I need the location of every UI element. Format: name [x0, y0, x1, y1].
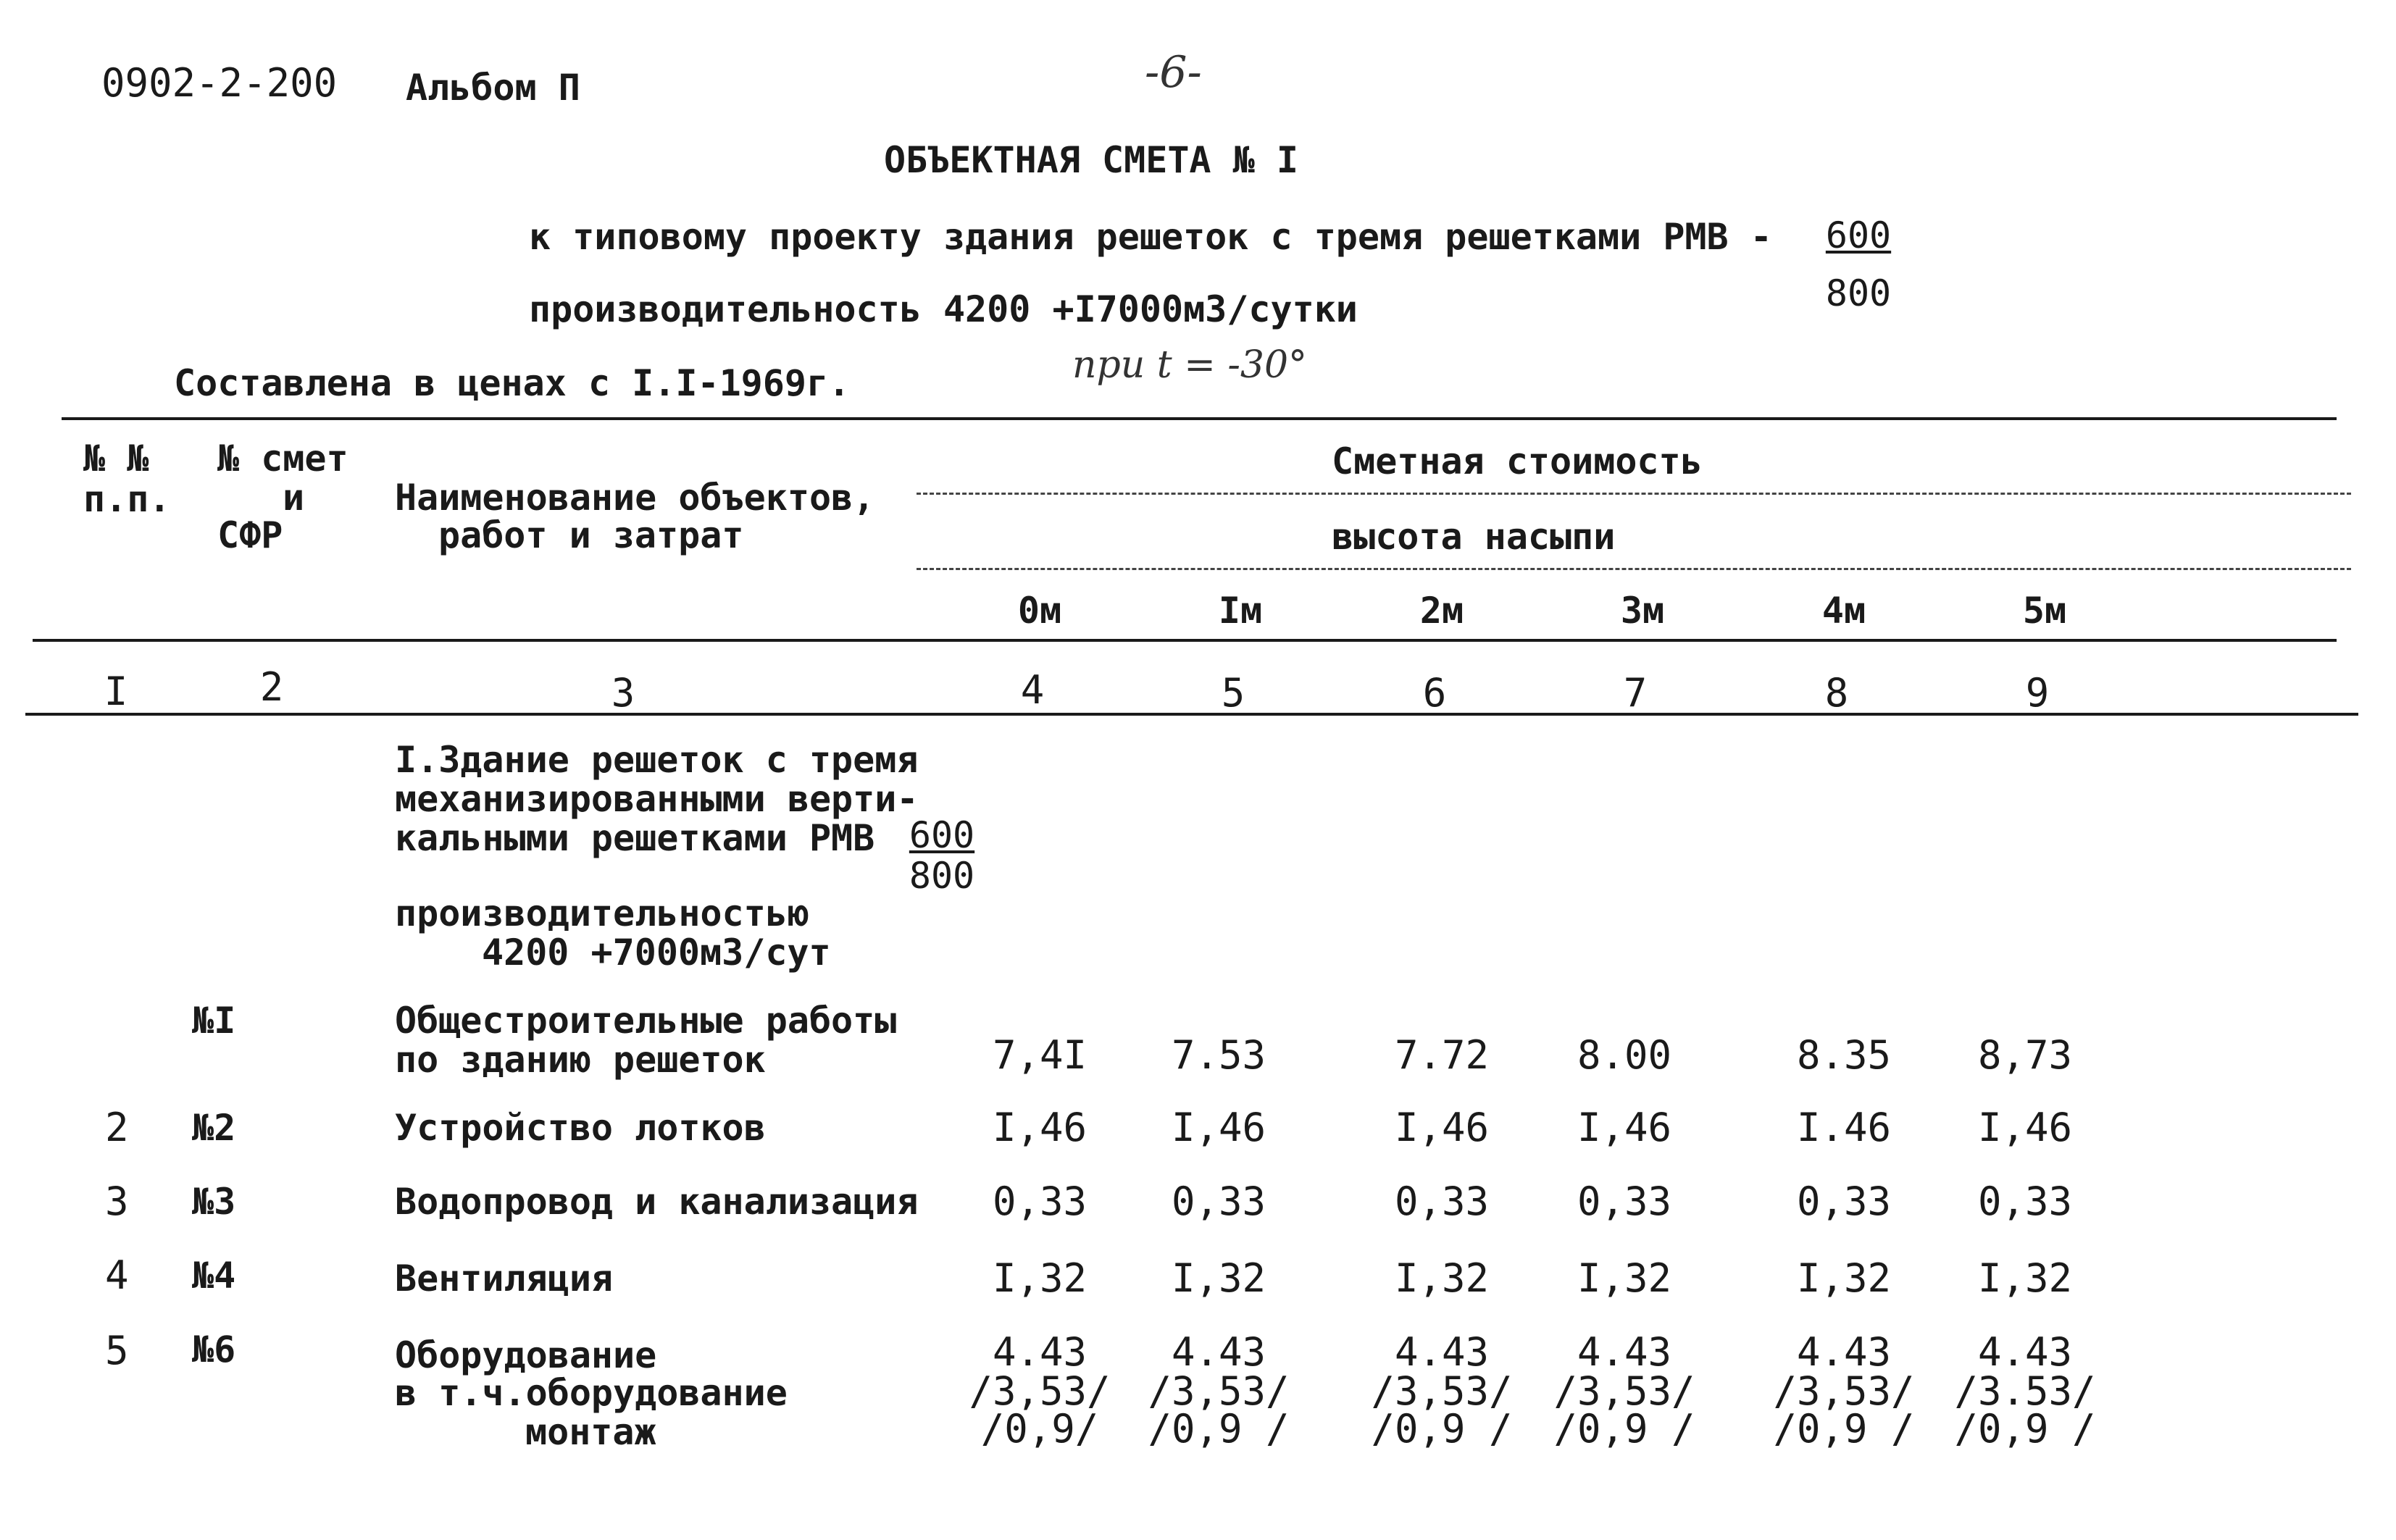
row-value-5m-equipment: /3.53/: [1954, 1368, 2096, 1414]
row-value-3m: 0,33: [1577, 1179, 1672, 1224]
height-5m: 5м: [2022, 590, 2067, 632]
row-value-0m: I,32: [992, 1255, 1088, 1301]
col-header-smet-1: № смет: [217, 438, 348, 480]
row-value-1m: I,32: [1171, 1255, 1266, 1301]
row-value-4m: 8.35: [1796, 1032, 1892, 1078]
subtitle-line-2: производительность 4200 +I7000м3/сутки: [529, 288, 1358, 330]
row-value-5m: 8,73: [1977, 1032, 2073, 1078]
col-header-cost-group: Сметная стоимость: [1332, 440, 1703, 482]
row-value-0m-mounting: /0,9/: [980, 1406, 1099, 1452]
section-capacity-line-2: 4200 +7000м3/сут: [482, 932, 831, 974]
row-value-5m: 4.43: [1977, 1329, 2073, 1375]
row-value-2m: 0,33: [1394, 1179, 1490, 1224]
album-label: Альбом П: [406, 67, 580, 109]
row-value-5m-mounting: /0,9 /: [1954, 1406, 2096, 1452]
row-value-2m: I,32: [1394, 1255, 1490, 1301]
col-header-height-group: высота насыпи: [1332, 516, 1616, 558]
row-value-4m-equipment: /3,53/: [1773, 1368, 1915, 1414]
col-number-2: 2: [259, 664, 284, 710]
document-code: 0902-2-200: [101, 60, 338, 106]
prices-line: Составлена в ценах с I.I-1969г.: [174, 362, 851, 404]
row-name-line: по зданию решеток: [395, 1039, 766, 1081]
col-header-smet-2: и: [282, 477, 305, 519]
row-value-2m-equipment: /3,53/: [1371, 1368, 1513, 1414]
row-value-1m: 7.53: [1171, 1032, 1266, 1078]
row-value-5m: 0,33: [1977, 1179, 2073, 1224]
col-number-5: 5: [1221, 670, 1245, 716]
col-number-3: 3: [611, 670, 635, 716]
row-value-2m: I,46: [1394, 1105, 1490, 1150]
row-value-3m-equipment: /3,53/: [1553, 1368, 1695, 1414]
col-number-1: I: [104, 669, 128, 714]
section-capacity-line-1: производительностью: [395, 892, 809, 934]
col-number-9: 9: [2025, 670, 2050, 716]
subtitle-line-1: к типовому проекту здания решеток с тремя решетками РМВ -: [529, 216, 1772, 258]
row-number: 5: [105, 1328, 129, 1373]
row-number: 4: [105, 1252, 129, 1298]
col-header-num-1: № №: [83, 438, 149, 480]
row-value-1m-mounting: /0,9 /: [1148, 1406, 1290, 1452]
row-value-2m: 7.72: [1394, 1032, 1490, 1078]
row-value-3m: I,32: [1577, 1255, 1672, 1301]
row-value-1m: I,46: [1171, 1105, 1266, 1150]
height-3m: 3м: [1620, 590, 1665, 632]
col-number-7: 7: [1623, 670, 1648, 716]
col-number-6: 6: [1422, 670, 1447, 716]
row-value-1m: 0,33: [1171, 1179, 1266, 1224]
page-number: -6-: [1145, 47, 1202, 98]
section-fraction-denominator: 800: [909, 855, 975, 897]
row-number: 2: [105, 1105, 129, 1150]
row-value-0m-equipment: /3,53/: [969, 1368, 1111, 1414]
row-value-0m: 4.43: [992, 1329, 1088, 1375]
row-value-0m: 7,4I: [992, 1032, 1088, 1078]
row-smet: №2: [192, 1107, 236, 1149]
col-header-num-2: п.п.: [83, 478, 171, 520]
row-value-3m-mounting: /0,9 /: [1553, 1406, 1695, 1452]
row-value-1m-equipment: /3,53/: [1148, 1368, 1290, 1414]
row-value-4m: I.46: [1796, 1105, 1892, 1150]
row-value-5m: I,32: [1977, 1255, 2073, 1301]
height-1m: Iм: [1218, 590, 1263, 632]
col-header-name-1: Наименование объектов,: [395, 477, 875, 519]
subtitle-fraction-numerator: 600: [1825, 214, 1892, 256]
row-name-line: Оборудование: [395, 1334, 657, 1376]
row-value-3m: 8.00: [1577, 1032, 1672, 1078]
row-value-0m: I,46: [992, 1105, 1088, 1150]
row-name-line: монтаж: [525, 1411, 656, 1453]
row-smet: №I: [192, 1000, 236, 1042]
section-fraction-numerator: 600: [909, 814, 975, 856]
table-top-rule: [62, 417, 2337, 420]
header-bottom-rule: [33, 639, 2337, 642]
row-value-4m: 4.43: [1796, 1329, 1892, 1375]
col-number-8: 8: [1824, 670, 1849, 716]
subtitle-fraction-denominator: 800: [1825, 272, 1892, 314]
row-name-line: Устройство лотков: [395, 1107, 766, 1149]
row-smet: №6: [192, 1328, 236, 1370]
row-value-4m: 0,33: [1796, 1179, 1892, 1224]
section-title-line-2: механизированными верти-: [395, 778, 919, 820]
height-0m: 0м: [1017, 590, 1062, 632]
row-value-3m: 4.43: [1577, 1329, 1672, 1375]
section-title-line-1: I.Здание решеток с тремя: [395, 739, 919, 781]
column-numbers-rule: [25, 713, 2358, 716]
row-smet: №3: [192, 1181, 236, 1223]
row-name-line: Общестроительные работы: [395, 1000, 897, 1042]
row-value-2m-mounting: /0,9 /: [1371, 1406, 1513, 1452]
row-name-line: Вентиляция: [395, 1257, 614, 1300]
row-value-0m: 0,33: [992, 1179, 1088, 1224]
row-number: 3: [105, 1179, 129, 1224]
row-name-line: Водопровод и канализация: [395, 1181, 919, 1223]
handwritten-note: при t = -30°: [1072, 343, 1308, 387]
col-header-smet-3: СФР: [217, 514, 283, 556]
row-value-4m: I,32: [1796, 1255, 1892, 1301]
row-value-1m: 4.43: [1171, 1329, 1266, 1375]
row-name-line: в т.ч.оборудование: [395, 1372, 788, 1414]
col-header-name-2: работ и затрат: [438, 514, 744, 556]
row-value-4m-mounting: /0,9 /: [1773, 1406, 1915, 1452]
page-title: ОБЪЕКТНАЯ СМЕТА № I: [884, 139, 1298, 181]
section-title-line-3: кальными решетками РМВ: [395, 817, 875, 859]
height-2m: 2м: [1419, 590, 1464, 632]
height-4m: 4м: [1821, 590, 1866, 632]
row-value-3m: I,46: [1577, 1105, 1672, 1150]
row-smet: №4: [192, 1255, 236, 1297]
row-value-2m: 4.43: [1394, 1329, 1490, 1375]
height-group-rule: [917, 568, 2351, 570]
col-number-4: 4: [1020, 667, 1045, 713]
row-value-5m: I,46: [1977, 1105, 2073, 1150]
cost-group-rule: [917, 493, 2351, 495]
